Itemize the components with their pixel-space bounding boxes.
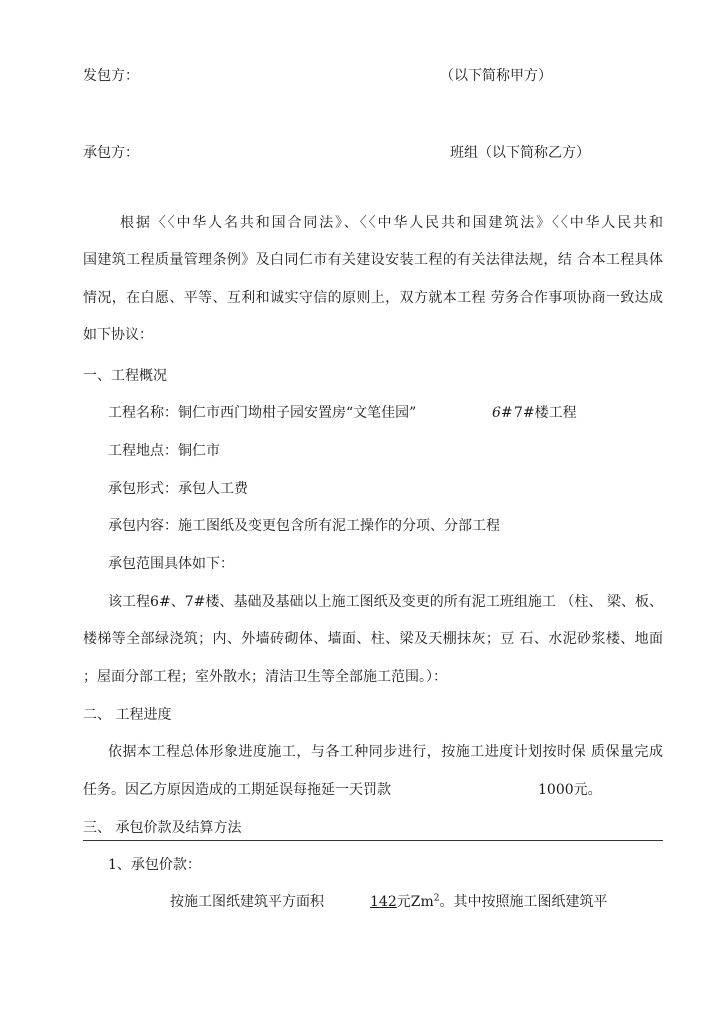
price-subheading: 1、承包价款： [108,857,201,873]
price-line-a: 按施工图纸建筑平方面积 [170,894,324,910]
project-building-a: 6# [492,405,513,421]
scope-intro: 承包范围具体如下： [108,556,234,572]
scope-line-3: ；屋面分部工程；室外散水；清洁卫生等全部施工范围。）： [83,669,447,685]
price-line-b: 。其中按照施工图纸建筑平 [439,894,608,910]
intro-line-3: 情况，在白愿、平等、互利和诚实守信的原则上，双方就本工程 劳务合作事项协商一致达成 [83,290,663,306]
scope-line-2: 楼梯等全部绿浇筑；内、外墙砖砌体、墙面、柱、梁及天棚抹灰；豆 石、水泥砂浆楼、地面 [83,631,663,647]
party-a-label: 发包方： [83,68,139,84]
price-unit-exponent: 2 [433,893,440,904]
contract-form: 承包形式：承包人工费 [108,481,248,497]
party-b-note: 班组（以下简称乙方） [450,145,590,161]
price-unit: 元Zm [396,894,434,910]
intro-line-4: 如下协议： [83,327,153,343]
section1-heading: 一、工程概况 [83,368,167,384]
section3-heading: 三、 承包价款及结算方法 [83,820,242,836]
section2-heading: 二、 工程进度 [83,707,172,723]
party-a-note: （以下简称甲方） [440,68,552,84]
schedule-line-1: 依据本工程总体形象进度施工，与各工种同步进行，按施工进度计划按时保 质保量完成 [108,744,663,760]
project-location: 工程地点：铜仁市 [108,443,220,459]
price-value: 142 [370,894,397,910]
project-name: 工程名称：铜仁市西门坳柑子园安置房“文笔佳园” [108,405,417,421]
penalty-amount: 1000元。 [538,782,602,798]
contract-content: 承包内容：施工图纸及变更包含所有泥工操作的分项、分部工程 [108,518,500,534]
intro-line-2: 国建筑工程质量管理条例》及白同仁市有关建设安装工程的有关法律法规，结 合本工程具体 [83,252,663,268]
project-building-b: 7#楼工程 [514,405,577,421]
price-line-value [370,892,607,912]
schedule-line-2a: 任务。因乙方原因造成的工期延误每拖延一天罚款 [83,782,391,798]
intro-line-1: 根据〈〈中华人名共和国合同法》、〈〈中华人民共和国建筑法》〈〈中华人民共和 [120,215,663,231]
party-b-label: 承包方： [83,145,139,161]
section3-underline [83,840,663,841]
scope-line-1: 该工程6#、7#楼、基础及基础以上施工图纸及变更的所有泥工班组施工 （柱、 梁、板、 [108,594,663,610]
